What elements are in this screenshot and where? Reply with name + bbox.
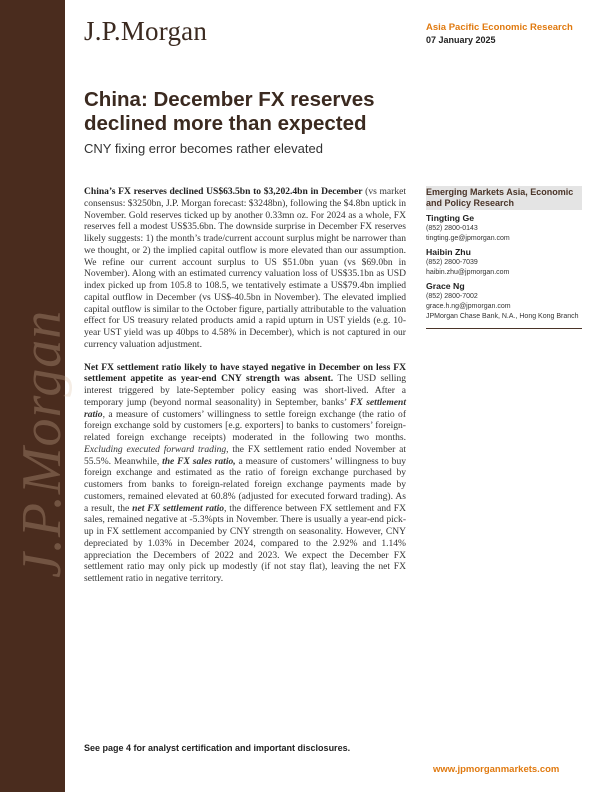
term-net-fx-settlement-ratio: net FX settlement ratio bbox=[132, 502, 225, 514]
page-subtitle: CNY fixing error becomes rather elevated bbox=[84, 141, 323, 156]
paragraph-text: The USD selling interest triggered by late-September policy easing was short-lived. After a temporary jump (beyond normal seasonality) in September, banks’ bbox=[84, 373, 406, 408]
divider bbox=[426, 328, 582, 329]
lead-bold: Net FX settlement ratio likely to have stayed negative in December on less FX settlement appetite as year-end CNY strength was absent. bbox=[84, 361, 406, 385]
analyst-phone: (852) 2800-7002 bbox=[426, 293, 478, 300]
research-group-heading: Emerging Markets Asia, Economic and Policy Research bbox=[426, 186, 582, 210]
paragraph-fx-reserves bbox=[84, 186, 406, 351]
jpmorgan-logo: J.P.Morgan bbox=[84, 16, 208, 46]
analyst-phone: (852) 2800-0143 bbox=[426, 225, 478, 232]
paragraph-fx-settlement bbox=[84, 362, 406, 585]
watermark-logo: J.P.Morgan bbox=[11, 309, 73, 578]
term-fx-settlement-ratio: FX settlement ratio bbox=[84, 396, 406, 420]
analyst-name: Tingting Ge bbox=[426, 213, 475, 223]
body-text bbox=[84, 186, 406, 596]
paragraph-text: a measure of customers’ willingness to buy foreign exchange and estimated as the ratio of foreign exchange purchased by customers from banks to foreign-related foreign exchange payments made by customers, remained elevated at 60.8% (adjusted for executed forward trading). As a result, the bbox=[84, 455, 407, 514]
analyst-entry bbox=[426, 281, 582, 312]
analyst-email-link[interactable]: haibin.zhu@jpmorgan.com bbox=[426, 269, 510, 276]
page-title: China: December FX reserves declined more than expected bbox=[84, 88, 375, 135]
analyst-name: Haibin Zhu bbox=[426, 247, 471, 257]
brand-sidebar bbox=[0, 0, 73, 792]
paragraph-text: , the difference between FX settlement and FX sales, remained negative at -5.3%pts in November. There is usually a year-end pick-up in FX settlement accompanied by CNY strength on seasonality. However, CNY depreciated by 1.03% in December 2024, compared to the 2.92% and 1.14% appreciation the Decembers of 2022 and 2023. We expect the December FX settlement ratio may only pick up modestly (if not stay flat), leaving the net FX settlement ratio in negative territory. bbox=[84, 502, 406, 584]
analyst-entry bbox=[426, 213, 582, 244]
report-series: Asia Pacific Economic Research bbox=[426, 22, 573, 33]
report-header bbox=[426, 22, 573, 45]
term-fx-sales-ratio: the FX sales ratio, bbox=[162, 455, 236, 467]
paragraph-text: (vs market consensus: $3250bn, J.P. Morgan forecast: $3248bn), following the $4.8bn uptick in November. Gold reserves ticked up by another 0.33mn oz. For 2024 as a whole, FX reserves fell a modest US$35.6bn. The downside surprise in December FX reserves likely suggests: 1) the month’s trade/current account surplus might be narrower than we thought, or 2) the implied capital outflow is more elevated than our assumption. We refine our current account surplus to US $51.0bn yuan (vs $69.0bn in November). Along with an estimated currency valuation loss of US$35.1bn as USD index picked up from 105.8 to 108.5, we tentatively estimate a US$79.4bn implied capital outflow in December (vs US$-40.5bn in November). The elevated implied capital outflow is similar to the October figure, partially attributable to the valuation effect for US treasury related products amid a rapid upturn in UST yields (e.g. 10-year UST yield was up 40bps to 4.58% in December), which is not captured in our currency valuation adjustment. bbox=[84, 186, 407, 350]
analyst-email-link[interactable]: tingting.ge@jpmorgan.com bbox=[426, 235, 510, 242]
paragraph-text: , the FX settlement ratio ended November at 55.5%. Meanwhile, bbox=[84, 443, 406, 467]
analyst-phone: (852) 2800-7039 bbox=[426, 259, 478, 266]
analyst-email-link[interactable]: grace.h.ng@jpmorgan.com bbox=[426, 303, 511, 310]
analyst-entry bbox=[426, 247, 582, 278]
website-link[interactable]: www.jpmorganmarkets.com bbox=[433, 764, 560, 775]
analyst-panel bbox=[426, 186, 582, 329]
paragraph-text: , a measure of customers’ willingness to settle foreign exchange (the ratio of foreign exchange sold by customers [e.g. exporters] to banks to customers’ foreign-related foreign exchange receipts) moderated in the following two months. bbox=[84, 408, 406, 443]
italic-phrase: Excluding executed forward trading bbox=[84, 443, 227, 455]
report-date: 07 January 2025 bbox=[426, 35, 496, 45]
lead-bold: China’s FX reserves declined US$63.5bn to $3,202.4bn in December bbox=[84, 186, 363, 197]
disclosure-note: See page 4 for analyst certification and important disclosures. bbox=[84, 743, 351, 753]
analyst-name: Grace Ng bbox=[426, 281, 465, 291]
branch-name: JPMorgan Chase Bank, N.A., Hong Kong Branch bbox=[426, 313, 579, 320]
